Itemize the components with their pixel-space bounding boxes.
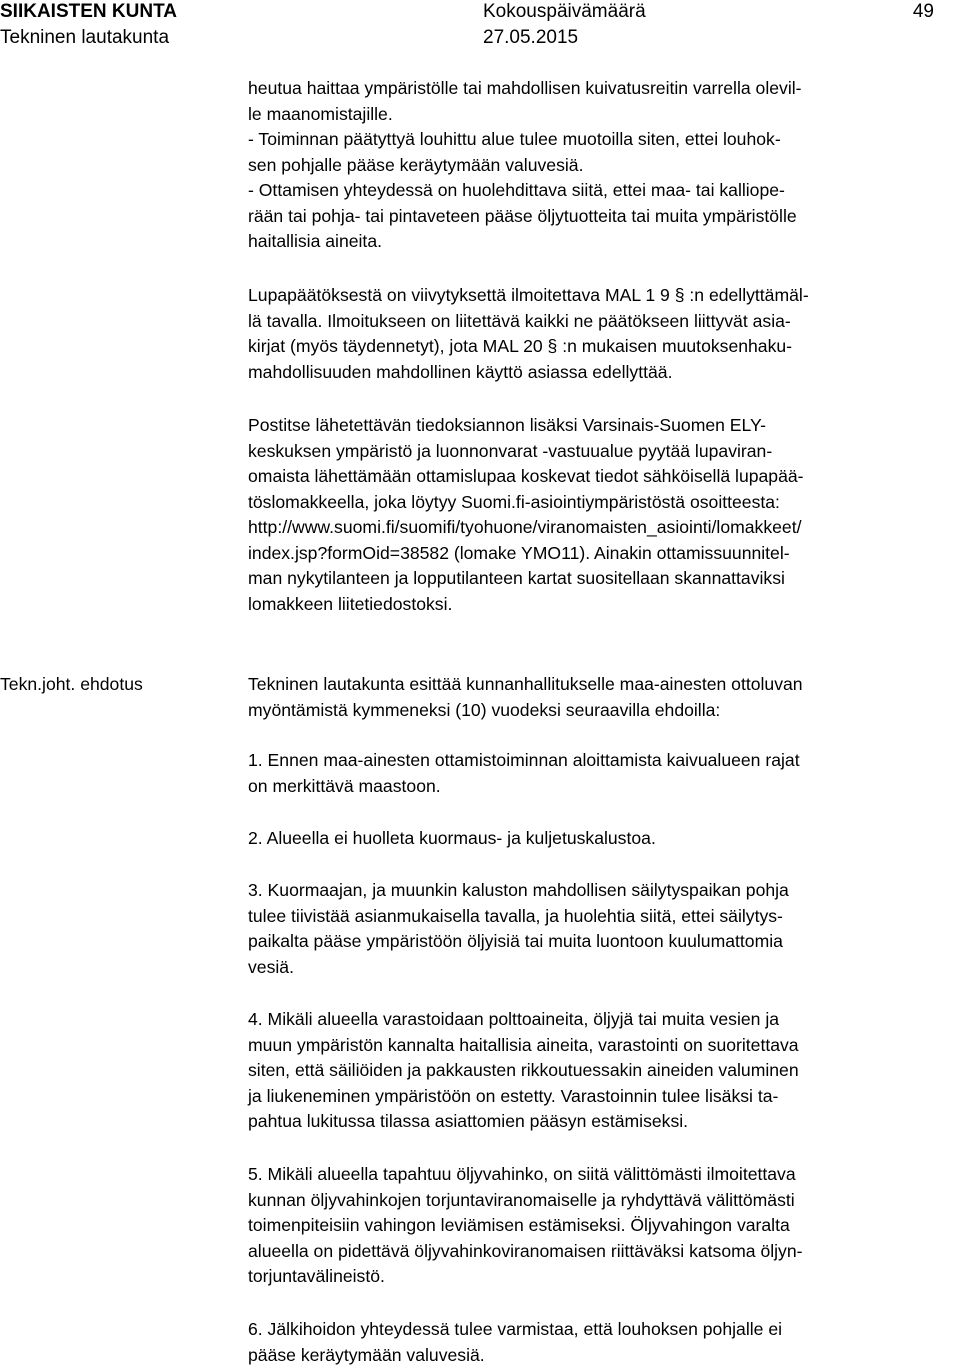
text-line: rään tai pohja- tai pintaveteen pääse öljytuotteita tai muita ympäristölle xyxy=(248,205,797,226)
text-line: muun ympäristön kannalta haitallisia aineita, varastointi on suoritettava xyxy=(248,1034,799,1055)
text-line: tulee tiivistää asianmukaisella tavalla, ja huolehtia siitä, ettei säilytys- xyxy=(248,905,783,926)
text-line: ja liukeneminen ympäristöön on estetty. Varastoinnin tulee lisäksi ta- xyxy=(248,1085,779,1106)
text-line: mahdollisuuden mahdollinen käyttö asiassa edellyttää. xyxy=(248,361,673,382)
text-line: le maanomistajille. xyxy=(248,103,393,124)
text-line: pääse keräytymään valuvesiä. xyxy=(248,1344,485,1365)
text-line: 6. Jälkihoidon yhteydessä tulee varmistaa, että louhoksen pohjalle ei xyxy=(248,1319,783,1339)
text-line: kunnan öljyvahinkojen torjuntaviranomaiselle ja ryhdyttävä välittömästi xyxy=(248,1189,795,1210)
text-line: töslomakkeella, joka löytyy Suomi.fi-asiointiympäristöstä osoitteesta: xyxy=(248,491,780,512)
condition-item-1 xyxy=(248,748,955,799)
text-line: 2. Alueella ei huolleta kuormaus- ja kuljetuskalustoa. xyxy=(248,828,656,848)
text-line: 5. Mikäli alueella tapahtuu öljyvahinko, on siitä välittömästi ilmoitettava xyxy=(248,1164,796,1184)
text-line: http://www.suomi.fi/suomifi/tyohuone/viranomaisten_asiointi/lomakkeet/ xyxy=(248,517,802,537)
condition-item-4 xyxy=(248,1007,955,1135)
text-line: vesiä. xyxy=(248,956,294,977)
organization-name: SIIKAISTEN KUNTA xyxy=(0,1,177,22)
condition-item-2 xyxy=(248,826,955,852)
text-line: keskuksen ympäristö ja luonnonvarat -vastuualue pyytää lupaviran- xyxy=(248,440,773,461)
text-line: index.jsp?formOid=38582 (lomake YMO11). Ainakin ottamissuunnitel- xyxy=(248,542,790,563)
text-line: - Ottamisen yhteydessä on huolehdittava siitä, ettei maa- tai kalliope- xyxy=(248,180,785,200)
text-line: Postitse lähetettävän tiedoksiannon lisäksi Varsinais-Suomen ELY- xyxy=(248,415,767,435)
text-line: sen pohjalle pääse keräytymään valuvesiä. xyxy=(248,154,584,175)
text-line: torjuntavälineistö. xyxy=(248,1266,385,1286)
text-line: lä tavalla. Ilmoitukseen on liitettävä kaikki ne päätökseen liittyvät asia- xyxy=(248,310,791,331)
meeting-date-label: Kokouspäivämäärä xyxy=(483,1,646,22)
text-line: toimenpiteisiin vahingon leviämisen estämiseksi. Öljyvahingon varalta xyxy=(248,1215,790,1235)
text-line: Lupapäätöksestä on viivytyksettä ilmoitettava MAL 1 9 § :n edellyttämäl- xyxy=(248,285,809,305)
meeting-date: 27.05.2015 xyxy=(483,27,579,48)
text-line: alueella on pidettävä öljyvahinkoviranomaisen riittäväksi katsoma öljyn- xyxy=(248,1240,803,1261)
text-line: 4. Mikäli alueella varastoidaan polttoaineita, öljyjä tai muita vesien ja xyxy=(248,1009,780,1029)
condition-item-3 xyxy=(248,878,955,980)
text-line: on merkittävä maastoon. xyxy=(248,775,441,796)
text-line: heutua haittaa ympäristölle tai mahdollisen kuivatusreitin varrella olevil- xyxy=(248,78,802,98)
text-line: 3. Kuormaajan, ja muunkin kaluston mahdollisen säilytyspaikan pohja xyxy=(248,880,789,900)
page-number: 49 xyxy=(912,1,934,22)
text-line: myöntämistä kymmeneksi (10) vuodeksi seuraavilla ehdoilla: xyxy=(248,699,721,720)
text-line: Tekninen lautakunta esittää kunnanhallitukselle maa-ainesten ottoluvan xyxy=(248,674,803,694)
paragraph-electronic-form xyxy=(248,413,955,617)
text-line: pahtua lukitussa tilassa asiattomien pääsyn estämiseksi. xyxy=(248,1111,689,1131)
text-line: kirjat (myös täydennetyt), jota MAL 20 § :n mukaisen muutoksenhaku- xyxy=(248,336,793,356)
board-name: Tekninen lautakunta xyxy=(0,27,170,48)
proposal-label: Tekn.joht. ehdotus xyxy=(0,674,143,694)
text-line: siten, että säiliöiden ja pakkausten rikkoutuessakin aineiden valuminen xyxy=(248,1060,799,1080)
text-line: paikalta pääse ympäristöön öljyisiä tai muita luontoon kuulumattomia xyxy=(248,931,783,951)
paragraph-notification xyxy=(248,283,955,385)
document-header xyxy=(0,0,960,50)
condition-item-6 xyxy=(248,1317,955,1368)
text-line: omaista lähettämään ottamislupaa koskevat tiedot sähköisellä lupapää- xyxy=(248,466,804,486)
text-line: 1. Ennen maa-ainesten ottamistoiminnan aloittamista kaivualueen rajat xyxy=(248,750,800,770)
paragraph-conditions-continued xyxy=(248,76,955,255)
text-line: haitallisia aineita. xyxy=(248,231,382,251)
text-line: - Toiminnan päätyttyä louhittu alue tulee muotoilla siten, ettei louhok- xyxy=(248,129,781,149)
text-line: man nykytilanteen ja lopputilanteen kartat suositellaan skannattaviksi xyxy=(248,568,785,588)
text-line: lomakkeen liitetiedostoksi. xyxy=(248,593,453,614)
condition-item-5 xyxy=(248,1162,955,1290)
proposal-intro xyxy=(248,672,955,723)
